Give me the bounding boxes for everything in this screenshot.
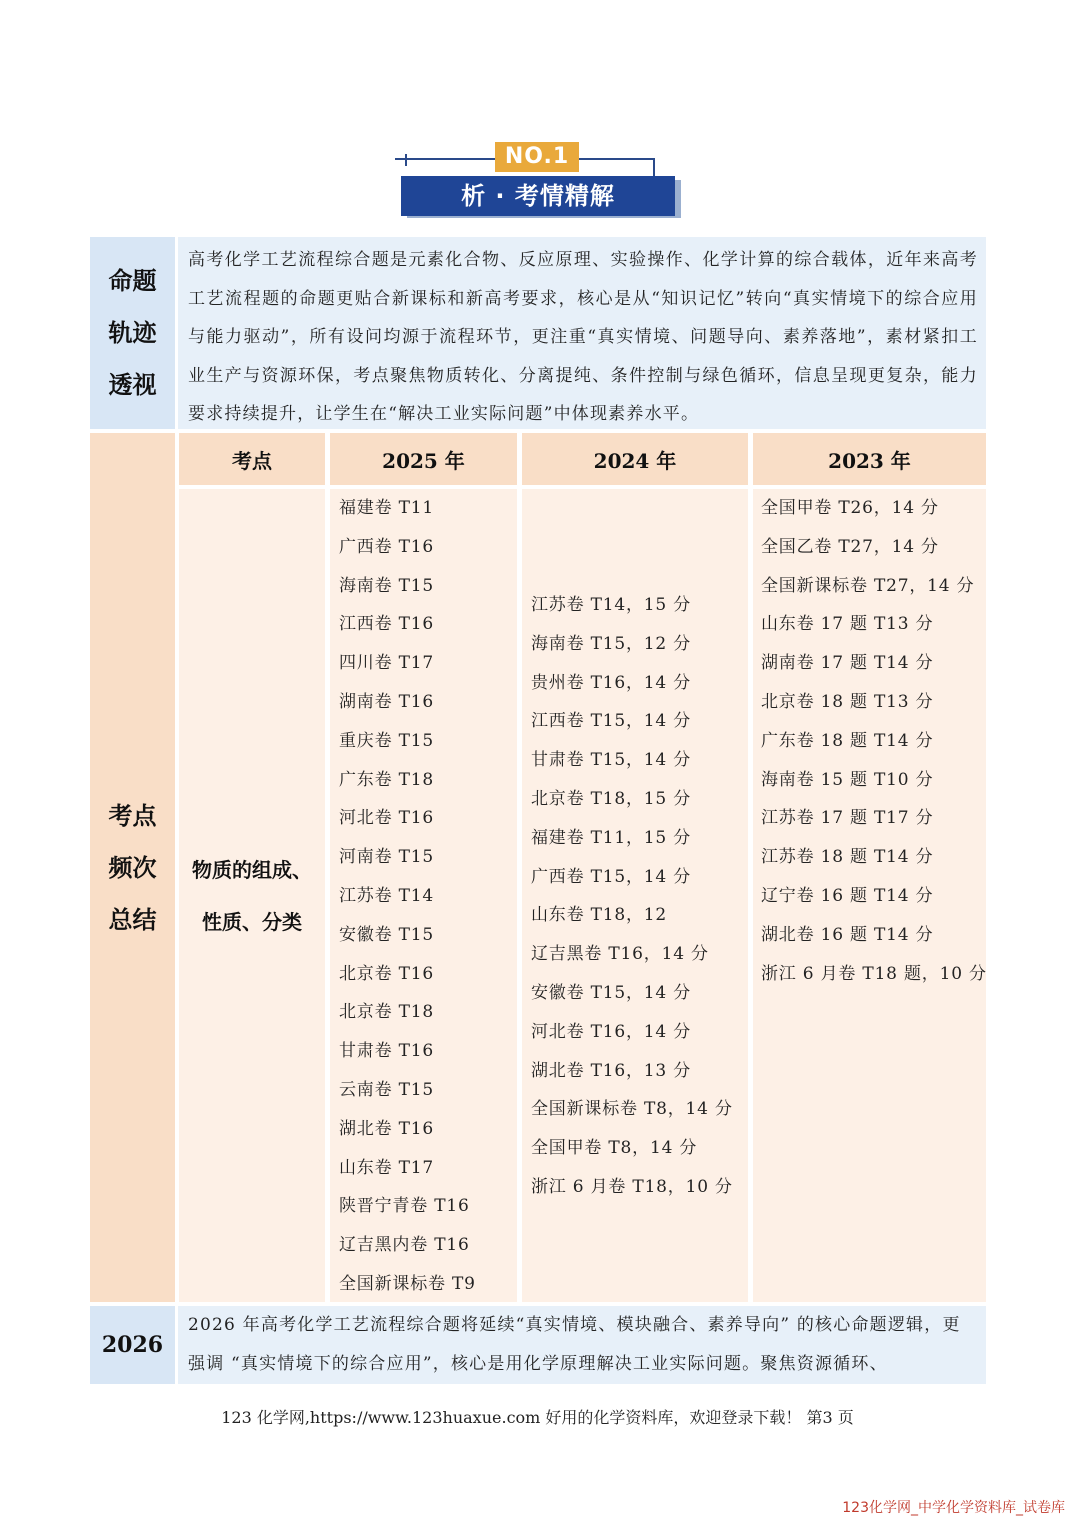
exam-item: 北京卷 T18 (339, 1002, 434, 1023)
exam-list-2024 (522, 489, 748, 1207)
exam-item: 海南卷 T15，12 分 (531, 633, 692, 654)
exam-item: 山东卷 T17 (339, 1157, 434, 1178)
topic-line: 物质的组成、 (192, 857, 312, 882)
exam-item: 安徽卷 T15，14 分 (531, 982, 692, 1003)
trajectory-text: 高考化学工艺流程综合题是元素化合物、反应原理、实验操作、化学计算的综合载体，近年来高考工艺流程题的命题更贴合新课标和新高考要求，核心是从“知识记忆”转向“真实情境下的综合应用与能力驱动”，所有设问均源于流程环节，更注重“真实情境、问题导向、素养落地”，素材紧扣工业生产与资源环保，考点聚焦物质转化、分离提纯、条件控制与绿色循环，信息呈现更复杂，能力要求持续提升，让学生在“解决工业实际问题”中体现素养水平。 (178, 237, 986, 429)
banner-decor-tick (405, 154, 407, 166)
exam-item: 江西卷 T15，14 分 (531, 711, 692, 732)
exam-item: 全国甲卷 T8，14 分 (531, 1138, 698, 1159)
exam-item: 安徽卷 T15 (339, 924, 434, 945)
cell-2024 (522, 489, 748, 1302)
exam-item: 贵州卷 T16，14 分 (531, 672, 692, 693)
forecast-text: 2026 年高考化学工艺流程综合题将延续“真实情境、模块融合、素养导向” 的核心命题逻辑，更强调 “真实情境下的综合应用”，核心是用化学原理解决工业实际问题。聚焦资源循环、 (178, 1306, 986, 1384)
cell-2023 (753, 489, 986, 1302)
exam-item: 全国新课标卷 T27，14 分 (761, 575, 975, 596)
exam-item: 河南卷 T15 (339, 847, 434, 868)
header-2024: 2024 年 (522, 433, 748, 485)
exam-item: 广东卷 T18 (339, 769, 434, 790)
page-footer: 123 化学网,https://www.123huaxue.com 好用的化学资料库，欢迎登录下载！ 第3 页 (221, 1408, 854, 1427)
exam-item: 北京卷 18 题 T13 分 (761, 691, 934, 712)
exam-item: 全国甲卷 T26，14 分 (761, 498, 939, 518)
exam-item: 云南卷 T15 (339, 1079, 434, 1100)
cell-2025 (330, 489, 517, 1302)
exam-item: 海南卷 15 题 T10 分 (761, 769, 934, 790)
exam-item: 河北卷 T16，14 分 (531, 1021, 692, 1042)
exam-item: 重庆卷 T15 (339, 730, 434, 751)
exam-item: 山东卷 17 题 T13 分 (761, 614, 934, 635)
exam-item: 海南卷 T15 (339, 575, 434, 596)
exam-item: 江苏卷 T14，15 分 (531, 595, 692, 615)
trajectory-label-line: 透视 (108, 371, 157, 399)
exam-item: 江苏卷 18 题 T14 分 (761, 847, 934, 868)
exam-item: 北京卷 T16 (339, 963, 434, 984)
exam-item: 全国新课标卷 T8，14 分 (531, 1099, 733, 1120)
exam-item: 江苏卷 17 题 T17 分 (761, 808, 934, 829)
exam-item: 陕晋宁青卷 T16 (339, 1196, 470, 1217)
watermark: 123化学网_中学化学资料库_试卷库 (842, 1500, 1065, 1516)
trajectory-label-line: 命题 (108, 267, 157, 295)
exam-item: 北京卷 T18，15 分 (531, 788, 692, 809)
exam-item: 甘肃卷 T15，14 分 (531, 750, 692, 771)
exam-item: 辽宁卷 16 题 T14 分 (761, 885, 934, 906)
header-2023: 2023 年 (753, 433, 986, 485)
exam-item: 山东卷 T18，12 (531, 905, 668, 926)
exam-item: 福建卷 T11，15 分 (531, 827, 692, 848)
frequency-label-line: 频次 (108, 853, 157, 882)
banner-title: 析 · 考情精解 (401, 176, 675, 216)
topic-line: 性质、分类 (202, 909, 302, 934)
banner-badge: NO.1 (495, 142, 579, 172)
exam-item: 四川卷 T17 (339, 653, 434, 674)
frequency-label (90, 433, 175, 1302)
exam-item: 河北卷 T16 (339, 808, 434, 829)
exam-item: 辽吉黑卷 T16，14 分 (531, 944, 709, 965)
exam-item: 浙江 6 月卷 T18，10 分 (531, 1176, 733, 1197)
exam-item: 浙江 6 月卷 T18 题，10 分 (761, 963, 987, 984)
header-topic: 考点 (179, 433, 325, 485)
exam-item: 广东卷 18 题 T14 分 (761, 730, 934, 751)
section-banner (395, 138, 685, 220)
frequency-label-line: 考点 (108, 801, 157, 830)
exam-item: 甘肃卷 T16 (339, 1041, 434, 1062)
forecast-label: 2026 (90, 1306, 175, 1384)
exam-item: 江西卷 T16 (339, 614, 434, 635)
exam-list-2025 (330, 489, 517, 1304)
exam-list-2023 (753, 489, 986, 993)
exam-item: 全国新课标卷 T9 (339, 1273, 476, 1294)
exam-item: 全国乙卷 T27，14 分 (761, 536, 939, 557)
frequency-label-line: 总结 (108, 905, 157, 934)
exam-item: 湖北卷 T16，13 分 (531, 1060, 692, 1081)
exam-item: 江苏卷 T14 (339, 885, 434, 906)
exam-item: 湖北卷 T16 (339, 1118, 434, 1139)
exam-item: 湖北卷 16 题 T14 分 (761, 924, 934, 945)
exam-item: 湖南卷 17 题 T14 分 (761, 653, 934, 674)
trajectory-label (90, 237, 175, 429)
exam-item: 湖南卷 T16 (339, 691, 434, 712)
topic-cell (179, 489, 325, 1302)
header-2025: 2025 年 (330, 433, 517, 485)
exam-item: 广西卷 T16 (339, 536, 434, 557)
trajectory-label-line: 轨迹 (108, 319, 157, 347)
exam-item: 广西卷 T15，14 分 (531, 866, 692, 887)
exam-item: 辽吉黑内卷 T16 (339, 1235, 470, 1256)
exam-item: 福建卷 T11 (339, 498, 434, 518)
